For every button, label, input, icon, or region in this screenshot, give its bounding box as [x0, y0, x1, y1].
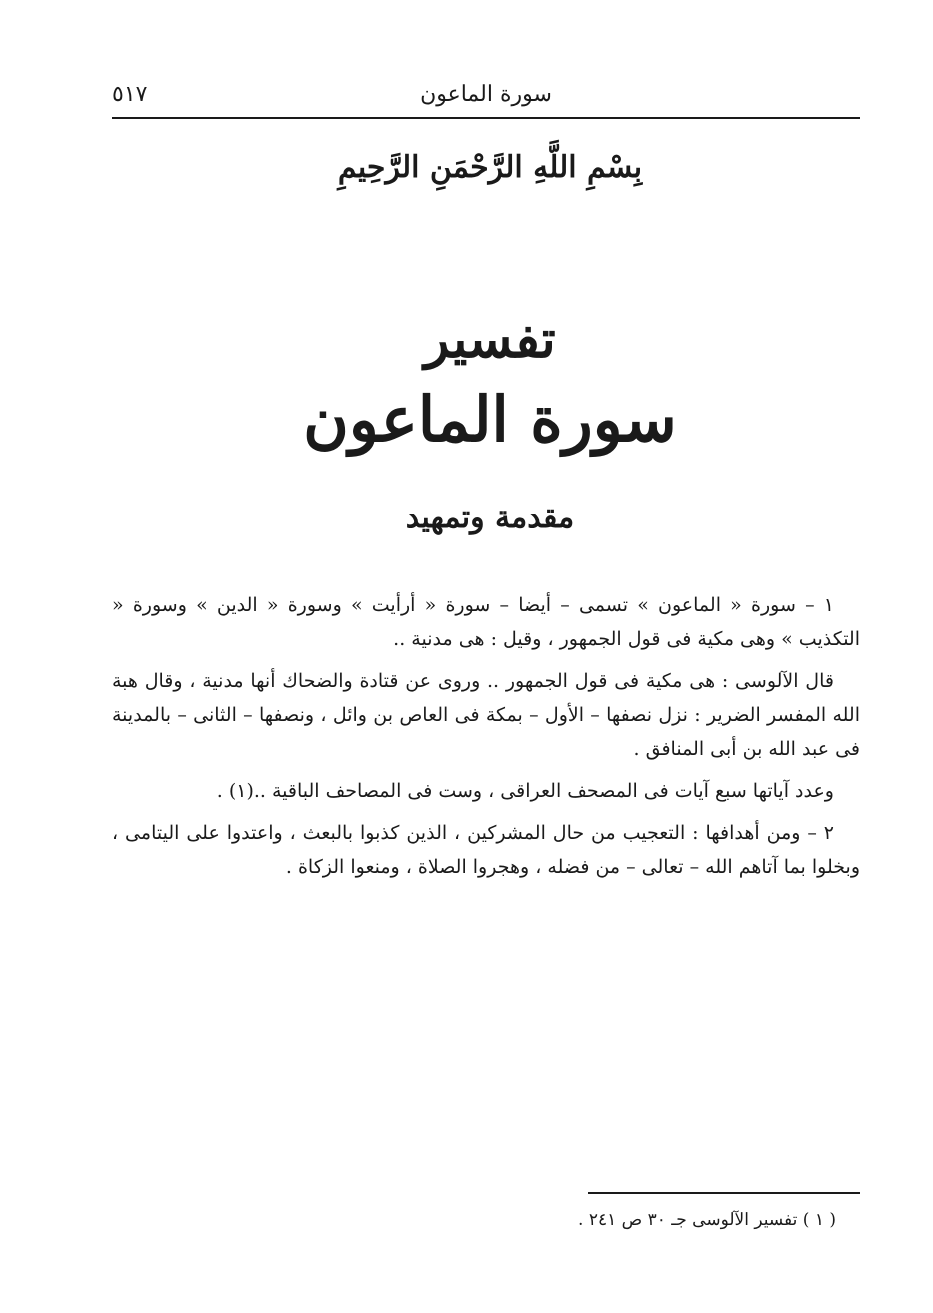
title-line-tafsir: تفسير — [424, 309, 556, 370]
header-title: سورة الماعون — [420, 82, 552, 107]
body-text — [112, 588, 860, 892]
footnote: ( ١ ) تفسير الآلوسى جـ ٣٠ ص ٢٤١ . — [578, 1210, 836, 1230]
section-heading: مقدمة وتمهيد — [405, 500, 575, 535]
title-block — [200, 305, 780, 465]
page-number: ٥١٧ — [112, 82, 148, 107]
header-rule — [112, 117, 860, 119]
paragraph-objectives: ٢ – ومن أهدافها : التعجيب من حال المشركين ، الذين كذبوا بالبعث ، واعتدوا على اليتامى ، وبخلوا بما آتاهم الله – تعالى – من فضله ، وهجروا الصلاة ، ومنعوا الزكاة . — [112, 822, 860, 878]
basmala: بِسْمِ اللَّهِ الرَّحْمَنِ الرَّحِيمِ — [337, 150, 643, 185]
running-header — [112, 74, 860, 114]
paragraph-alusi: قال الآلوسى : هى مكية فى قول الجمهور .. وروى عن قتادة والضحاك أنها مدنية ، وقال هبة الله المفسر الضرير : نزل نصفها – الأول – بمكة فى العاص بن وائل ، ونصفها – الثانى – بالمدينة فى عبد الله بن أبى المنافق . — [112, 670, 860, 760]
footnote-rule — [588, 1192, 860, 1194]
paragraph-verse-count: وعدد آياتها سبع آيات فى المصحف العراقى ، وست فى المصاحف الباقية ..(١) . — [216, 780, 834, 802]
title-line-surah: سورة الماعون — [303, 383, 677, 456]
paragraph-names: ١ – سورة « الماعون » تسمى – أيضا – سورة « أرأيت » وسورة « الدين » وسورة « التكذيب » وهى مكية فى قول الجمهور ، وقيل : هى مدنية .. — [112, 594, 860, 650]
